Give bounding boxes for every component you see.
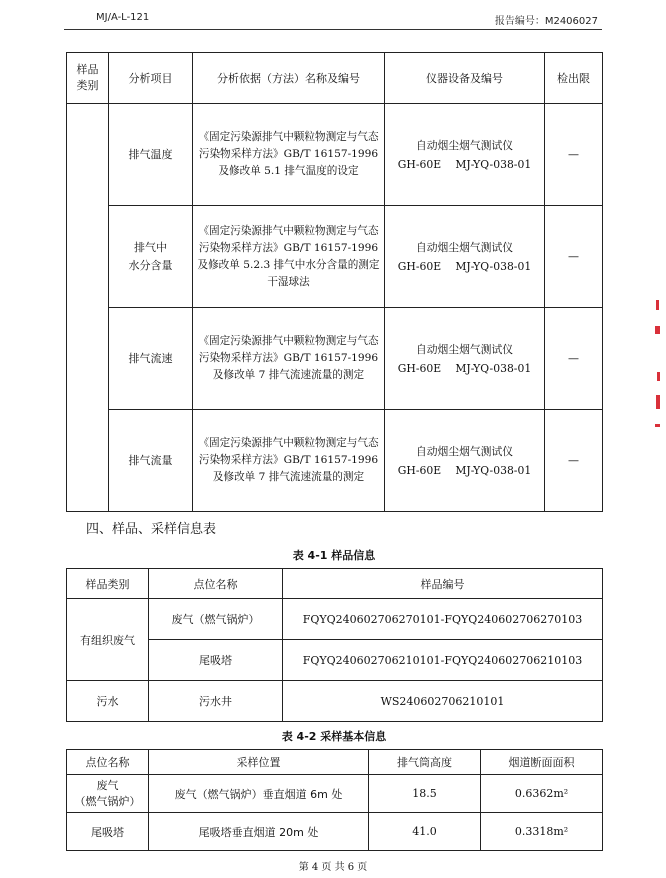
col-header-stack-height: 排气筒高度 (369, 750, 481, 775)
method-basis: 《固定污染源排气中颗粒物测定与气态污染物采样方法》GB/T 16157-1996 及修改单 5.2.3 排气中水分含量的测定 干湿球法 (193, 206, 385, 308)
analysis-method-table (66, 52, 603, 512)
seal-fragment (655, 424, 660, 427)
page-number: 第 4 页 共 6 页 (298, 862, 368, 873)
detection-limit: — (545, 410, 603, 512)
sampling-basic-info-table (66, 749, 603, 851)
table-header-row (67, 53, 603, 104)
detection-limit: — (545, 104, 603, 206)
col-header-instrument: 仪器设备及编号 (385, 53, 545, 104)
seal-fragment (656, 300, 659, 310)
table-row (67, 813, 603, 851)
sample-category-cell (67, 104, 109, 512)
col-header-sample-category: 样品类别 (67, 569, 149, 599)
analysis-item: 排气中 水分含量 (109, 206, 193, 308)
section-title: 四、样品、采样信息表 (86, 522, 217, 537)
table-row (67, 410, 603, 512)
point-name: 尾吸塔 (67, 813, 149, 851)
report-form-code: MJ/A-L-121 (96, 12, 150, 23)
col-header-sample-category: 样品 类别 (67, 53, 109, 104)
seal-fragment (655, 326, 660, 334)
point-name: 尾吸塔 (149, 640, 283, 681)
sampling-location: 废气（燃气锅炉）垂直烟道 6m 处 (149, 775, 369, 813)
table-row (67, 104, 603, 206)
table-row (67, 681, 603, 722)
col-header-detection-limit: 检出限 (545, 53, 603, 104)
table-row (67, 206, 603, 308)
method-basis: 《固定污染源排气中颗粒物测定与气态污染物采样方法》GB/T 16157-1996 及修改单 7 排气流速流量的测定 (193, 308, 385, 410)
instrument: 自动烟尘烟气测试仪 GH-60E MJ-YQ-038-01 (385, 104, 545, 206)
analysis-item: 排气流速 (109, 308, 193, 410)
sample-code: WS240602706210101 (283, 681, 603, 722)
sample-code: FQYQ240602706270101-FQYQ240602706270103 (283, 599, 603, 640)
col-header-sample-code: 样品编号 (283, 569, 603, 599)
stack-height: 41.0 (369, 813, 481, 851)
header-divider (64, 29, 602, 30)
report-number: 报告编号：M2406027 (494, 16, 598, 27)
col-header-analysis-item: 分析项目 (109, 53, 193, 104)
analysis-item: 排气流量 (109, 410, 193, 512)
point-name: 废气（燃气锅炉） (149, 599, 283, 640)
seal-fragment (656, 395, 660, 409)
instrument: 自动烟尘烟气测试仪 GH-60E MJ-YQ-038-01 (385, 206, 545, 308)
sample-category: 有组织废气 (67, 599, 149, 681)
table-row (67, 775, 603, 813)
table-row (67, 599, 603, 640)
sample-code: FQYQ240602706210101-FQYQ240602706210103 (283, 640, 603, 681)
method-basis: 《固定污染源排气中颗粒物测定与气态污染物采样方法》GB/T 16157-1996 及修改单 5.1 排气温度的设定 (193, 104, 385, 206)
instrument: 自动烟尘烟气测试仪 GH-60E MJ-YQ-038-01 (385, 410, 545, 512)
detection-limit: — (545, 206, 603, 308)
duct-area: 0.6362m² (481, 775, 603, 813)
table-header-row (67, 750, 603, 775)
col-header-sampling-location: 采样位置 (149, 750, 369, 775)
table-header-row (67, 569, 603, 599)
col-header-point-name: 点位名称 (67, 750, 149, 775)
sample-category: 污水 (67, 681, 149, 722)
table-caption: 表 4-2 采样基本信息 (281, 730, 387, 743)
table-caption: 表 4-1 样品信息 (292, 549, 376, 562)
col-header-method-basis: 分析依据（方法）名称及编号 (193, 53, 385, 104)
method-basis: 《固定污染源排气中颗粒物测定与气态污染物采样方法》GB/T 16157-1996 及修改单 7 排气流速流量的测定 (193, 410, 385, 512)
col-header-duct-area: 烟道断面面积 (481, 750, 603, 775)
sampling-location: 尾吸塔垂直烟道 20m 处 (149, 813, 369, 851)
analysis-item: 排气温度 (109, 104, 193, 206)
instrument: 自动烟尘烟气测试仪 GH-60E MJ-YQ-038-01 (385, 308, 545, 410)
sample-info-table (66, 568, 603, 722)
seal-fragment (657, 372, 660, 381)
stack-height: 18.5 (369, 775, 481, 813)
point-name: 废气 （燃气锅炉） (67, 775, 149, 813)
detection-limit: — (545, 308, 603, 410)
table-row (67, 308, 603, 410)
duct-area: 0.3318m² (481, 813, 603, 851)
col-header-point-name: 点位名称 (149, 569, 283, 599)
point-name: 污水井 (149, 681, 283, 722)
